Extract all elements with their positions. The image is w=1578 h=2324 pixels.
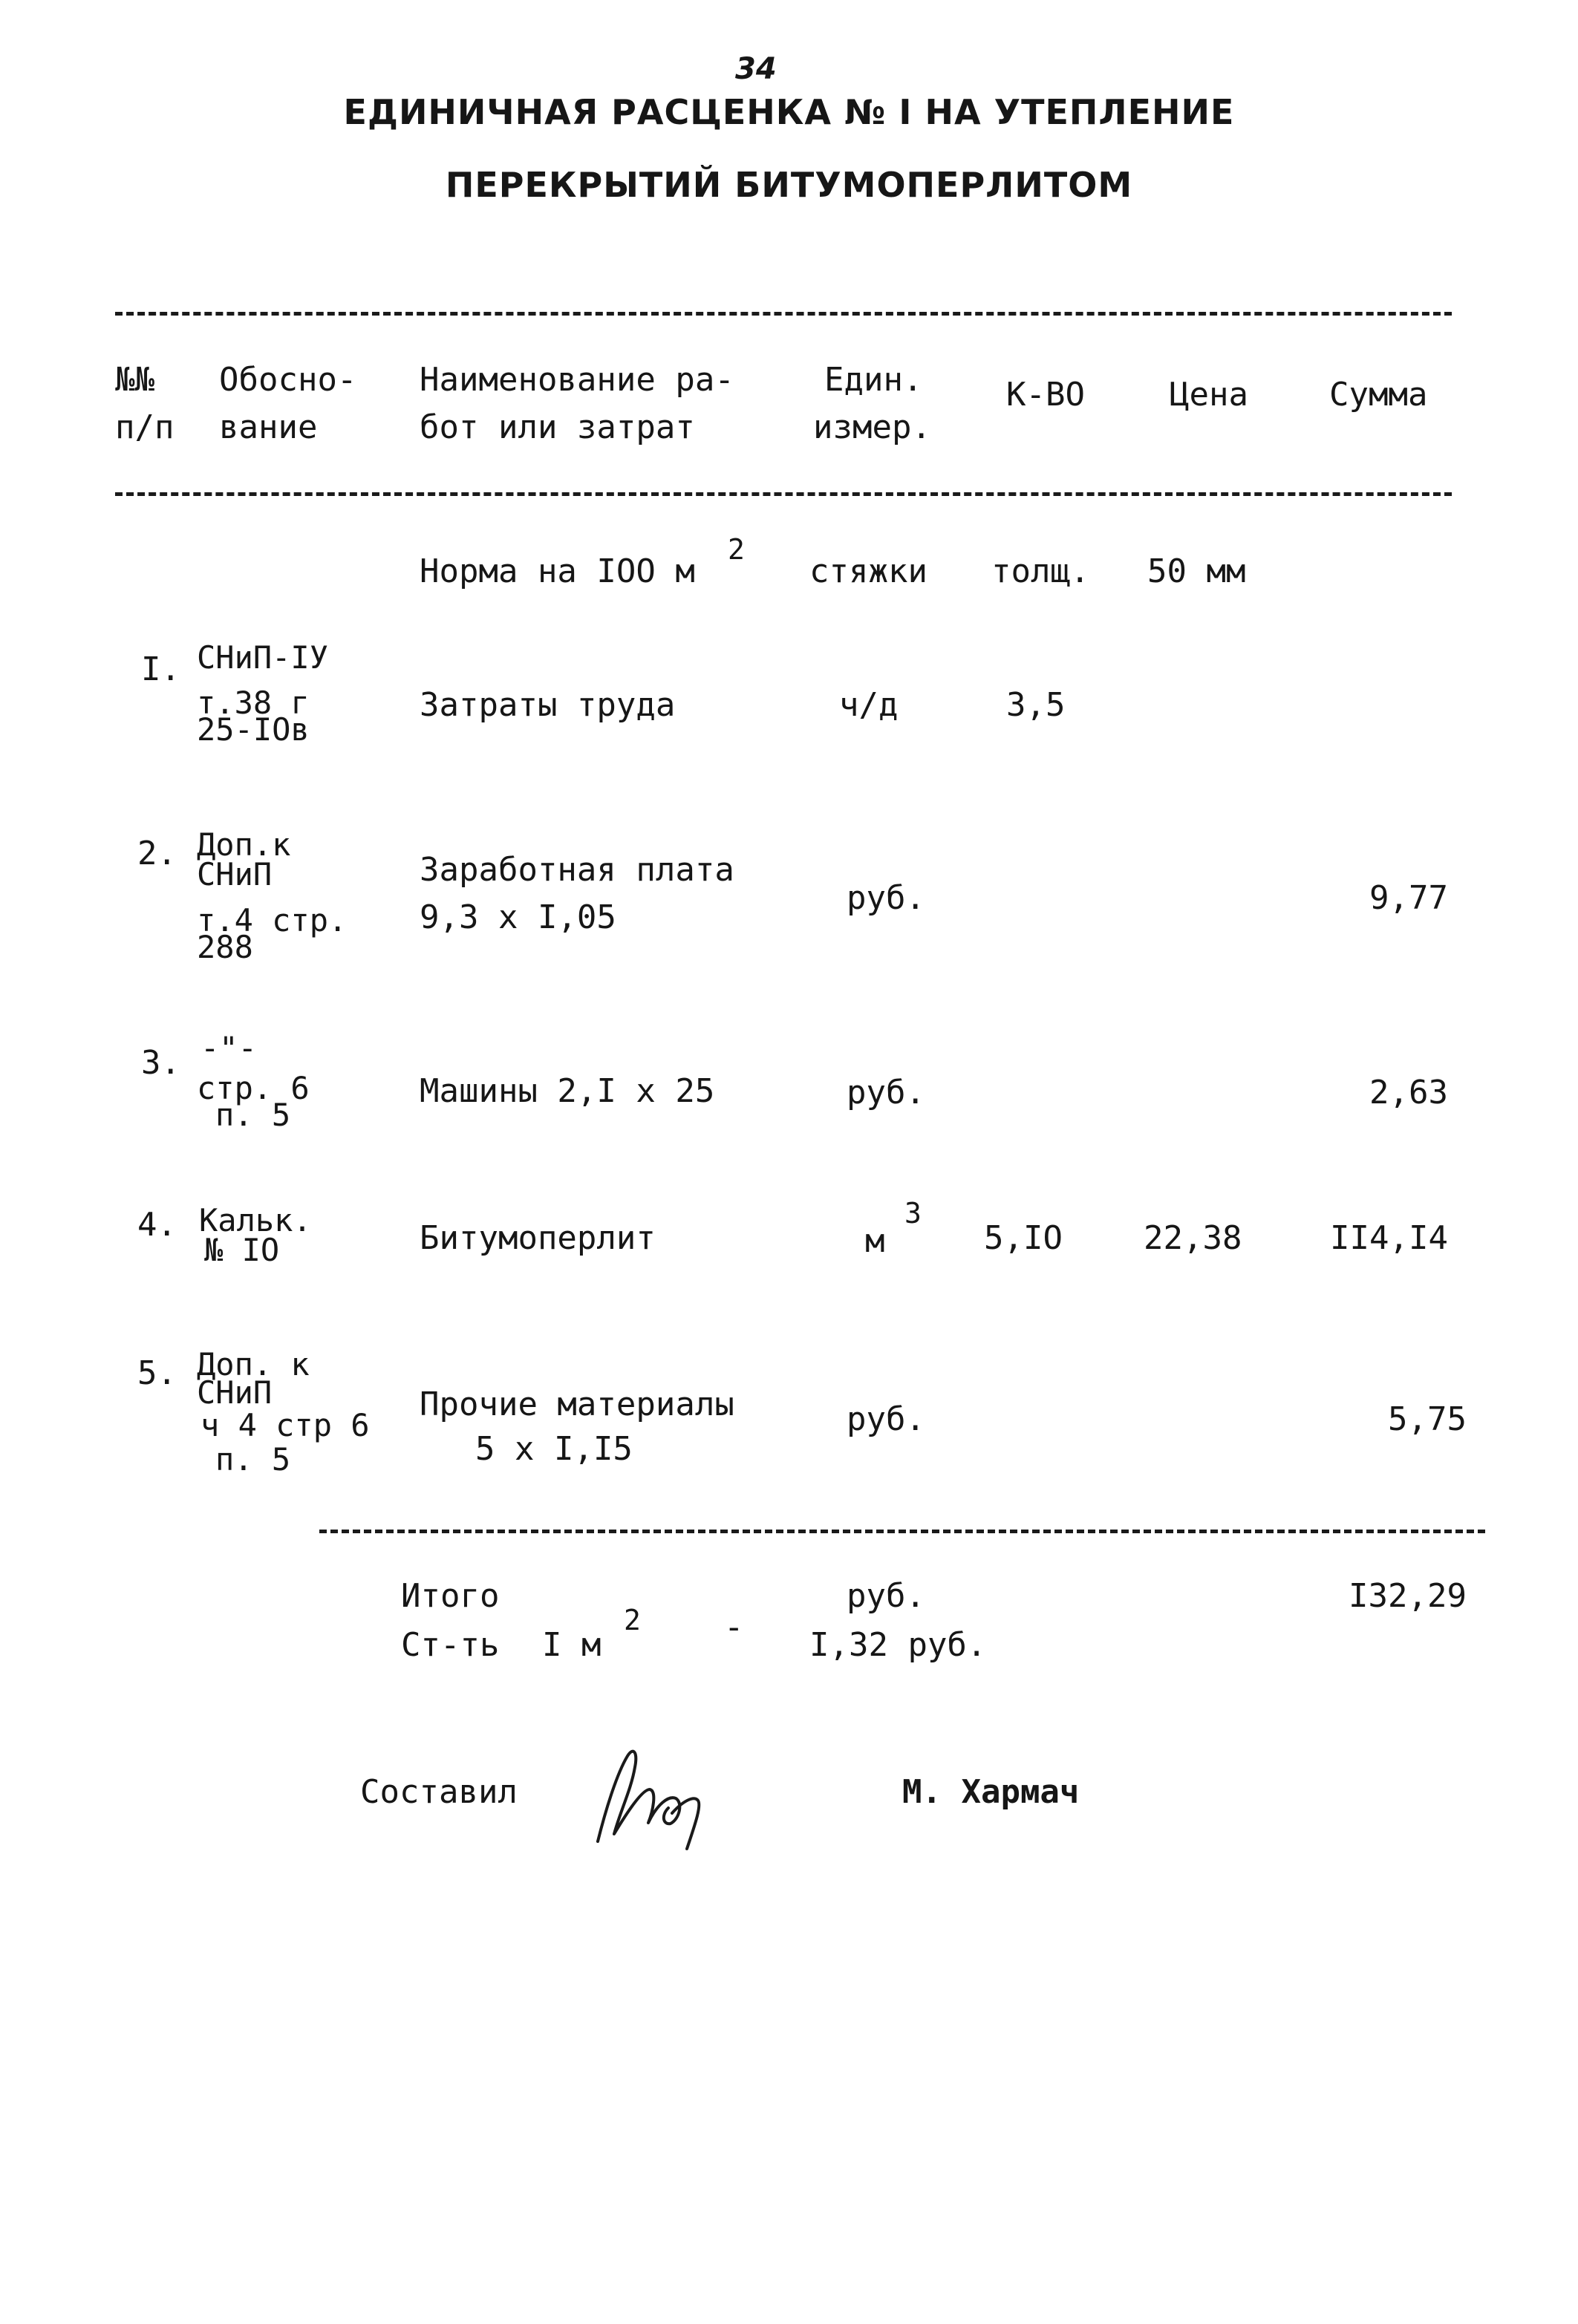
document-title-line-2: ПЕРЕКРЫТИЙ БИТУМОПЕРЛИТОМ <box>445 165 1133 205</box>
row-basis-2: стр. 6 <box>197 1070 310 1106</box>
row-basis-2: СНиП <box>197 856 273 892</box>
row-basis-3: 25-IOв <box>197 711 310 748</box>
row-basis-3: т.4 стр. <box>197 902 348 939</box>
row-basis-2: № IO <box>204 1232 280 1268</box>
row-sum: 5,75 <box>1388 1400 1467 1438</box>
row-basis-1: Доп.к <box>197 826 291 863</box>
compiled-label: Составил <box>360 1773 518 1811</box>
row-num: 3. <box>141 1044 180 1082</box>
norm-unit: стяжки <box>809 552 927 590</box>
row-num: 2. <box>137 835 177 872</box>
total-label: Итого <box>401 1577 500 1615</box>
row-price: 22,38 <box>1144 1219 1242 1257</box>
row-num: I. <box>141 650 180 688</box>
row-num: 4. <box>137 1206 177 1244</box>
row-num: 5. <box>137 1354 177 1392</box>
row-unit-sup: 3 <box>904 1197 922 1230</box>
row-unit: руб. <box>847 1400 925 1438</box>
row-basis-1: -"- <box>200 1030 257 1066</box>
row-unit: руб. <box>847 879 925 917</box>
row-unit: м <box>865 1222 885 1260</box>
norm-qty: толщ. <box>991 552 1090 590</box>
row-name-2: 9,3 х I,05 <box>420 898 616 936</box>
col-header-price: Цена <box>1170 376 1248 414</box>
row-name-1: Прочие материалы <box>420 1385 734 1423</box>
row-basis-1: Кальк. <box>199 1202 312 1238</box>
row-name-1: Машины 2,I х 25 <box>420 1072 715 1110</box>
cost-area-sup: 2 <box>624 1604 641 1636</box>
row-basis-4: 288 <box>197 929 253 965</box>
col-header-name-2: бот или затрат <box>420 408 695 446</box>
compiler-name: М. Хармач <box>902 1773 1080 1811</box>
totals-rule <box>319 1530 1485 1533</box>
col-header-name-1: Наименование ра- <box>420 361 734 399</box>
cost-value: I,32 руб. <box>809 1626 987 1664</box>
row-basis-3: п. 5 <box>215 1097 291 1133</box>
signature <box>576 1730 724 1856</box>
row-basis-4: п. 5 <box>215 1441 291 1478</box>
row-sum: II4,I4 <box>1330 1219 1448 1257</box>
col-header-basis-2: вание <box>219 408 318 446</box>
row-name-1: Битумоперлит <box>420 1219 656 1257</box>
row-name-1: Заработная плата <box>420 851 734 889</box>
row-basis-3: ч 4 стр 6 <box>200 1407 370 1443</box>
col-header-sum: Сумма <box>1329 376 1428 414</box>
col-header-basis-1: Обосно- <box>219 361 357 399</box>
cost-dash: - <box>724 1608 744 1646</box>
col-header-num-2: п/п <box>115 408 175 446</box>
col-header-unit-1: Един. <box>824 361 923 399</box>
row-basis-2: т.38 г <box>197 685 310 721</box>
row-basis-2: СНиП <box>197 1374 273 1411</box>
norm-sup: 2 <box>728 533 745 566</box>
row-name-2: 5 х I,I5 <box>475 1430 633 1468</box>
col-header-qty: К-ВО <box>1006 376 1085 414</box>
row-sum: 2,63 <box>1369 1074 1448 1112</box>
row-basis-1: Доп. к <box>197 1346 310 1383</box>
col-header-num-1: №№ <box>115 361 154 399</box>
row-qty: 5,IO <box>984 1219 1063 1257</box>
row-unit: ч/д <box>839 686 899 724</box>
row-qty: 3,5 <box>1006 686 1066 724</box>
document-title-line-1: ЕДИНИЧНАЯ РАСЦЕНКА № I НА УТЕПЛЕНИЕ <box>343 92 1235 132</box>
page-number: 34 <box>735 52 777 86</box>
col-header-unit-2: измер. <box>813 408 931 446</box>
row-sum: 9,77 <box>1369 879 1448 917</box>
header-bottom-rule <box>115 492 1452 496</box>
total-unit: руб. <box>847 1577 925 1615</box>
cost-area: I м <box>542 1626 601 1664</box>
header-top-rule <box>115 312 1452 316</box>
row-basis-1: СНиП-IУ <box>197 639 329 676</box>
norm-text: Норма на IOO м <box>420 552 695 590</box>
total-sum: I32,29 <box>1349 1577 1467 1615</box>
row-name-1: Затраты труда <box>420 686 676 724</box>
row-unit: руб. <box>847 1074 925 1112</box>
norm-price: 50 мм <box>1147 552 1246 590</box>
cost-label: Ст-ть <box>401 1626 500 1664</box>
